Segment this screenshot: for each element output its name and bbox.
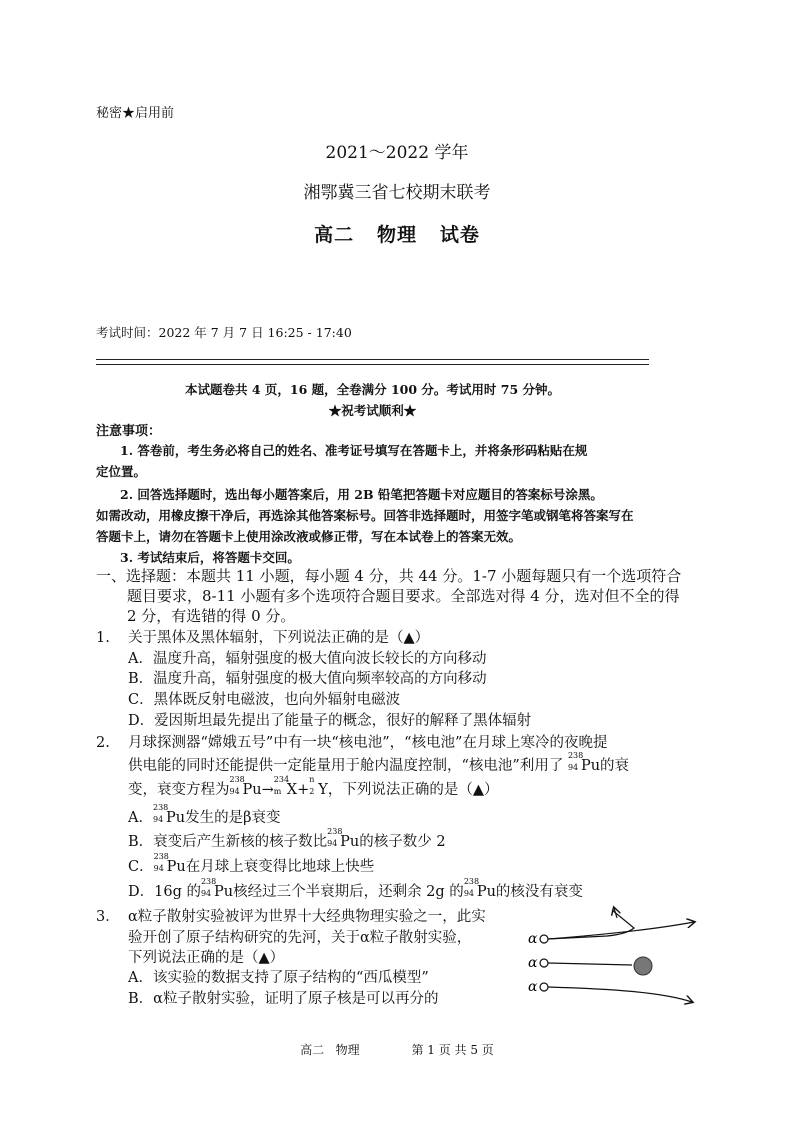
stem-text-end: 的衰 [600,758,630,774]
section-line-1: 一、选择题：本题共 11 小题，每小题 4 分，共 44 分。1-7 小题每题只有一个选项符合 [96,567,682,585]
stem-text: 供电能的同时还能提供一定能量用于舱内温度控制，“核电池”利用了 [128,758,564,774]
option-d: D．16g 的 238 94 Pu核经过三个半衰期后，还剩余 2g 的 238 94 Pu的核没有衰变 [128,877,583,900]
question-number: 3． [96,909,120,925]
option-c: C． 238 94 Pu在月球上衰变得比地球上快些 [128,852,375,875]
nuclide-x: 234 m X [273,775,298,798]
note-2-cont: 如需改动，用橡皮擦干净后，再选涂其他答案标号。回答非选择题时，用签字笔或钢笔将答案写在 [96,508,634,523]
note-2-cont2: 答题卡上，请勿在答题卡上使用涂改液或修正带，写在本试卷上的答案无效。 [96,529,522,544]
question-stem-line-2: 验开创了原子结构研究的先河，关于α粒子散射实验， [128,930,472,946]
particle-3 [540,983,548,991]
nuclide-pu: 238 94 Pu [567,751,601,774]
option-b: B．温度升高，辐射强度的极大值向频率较高的方向移动 [128,671,487,687]
question-stem-line-1: α粒子散射实验被评为世界十大经典物理实验之一，此实 [128,909,486,925]
option-a: A． 238 94 Pu发生的是β衰变 [128,803,281,826]
nuclide-y: n 2 Y [309,775,328,798]
nuclide-pu: 238 94 Pu [229,775,262,798]
notes-title: 注意事项： [96,424,162,439]
nucleus [634,957,652,975]
note-1-cont: 定位置。 [96,464,147,479]
question-stem-line-3 [128,775,706,800]
trajectory-head-on [548,963,632,965]
paper-title: 高二 物理 试卷 [314,224,480,246]
option-c: C．黑体既反射电磁波，也向外辐射电磁波 [128,692,401,708]
paper-summary: 本试题卷共 4 页，16 题，全卷满分 100 分。考试用时 75 分钟。 [184,382,561,397]
question-stem-line-1: 月球探测器“嫦娥五号”中有一块“核电池”，“核电池”在月球上寒冷的夜晚提 [128,735,608,751]
section-line-3: 2 分，有选错的得 0 分。 [127,607,296,625]
section-line-2: 题目要求，8-11 小题有多个选项符合题目要求。全部选对得 4 分，选对但不全的得 [127,587,680,605]
question-number: 1. [96,630,110,646]
question-number: 2. [96,735,110,751]
note-3: 3. 考试结束后，将答题卡交回。 [120,550,300,565]
page-footer [0,1041,794,1058]
particle-2 [540,959,548,967]
arrow: → [261,782,274,798]
alpha-label-1: α [528,931,538,947]
footer-subject: 高二 物理 [300,1043,360,1057]
option-b: B．α粒子散射实验，证明了原子核是可以再分的 [128,991,439,1007]
option-a: A．温度升高，辐射强度的极大值向波长较长的方向移动 [128,651,487,667]
question-stem: 关于黑体及黑体辐射，下列说法正确的是（▲） [128,630,430,646]
alpha-label-2: α [528,955,538,971]
trajectory-back-scatter [548,910,634,939]
alpha-label-3: α [528,979,538,995]
confidential-mark: 秘密★启用前 [96,106,175,121]
plus: + [297,782,310,798]
particle-1 [540,935,548,943]
stem-text: ，下列说法正确的是（▲） [327,782,499,798]
trajectory-deflected-top [548,922,694,939]
exam-time: 考试时间：2022 年 7 月 7 日 16:25 - 17:40 [96,325,352,340]
option-b: B．衰变后产生新核的核子数比 238 94 Pu的核子数少 2 [128,827,446,850]
stem-text: 变，衰变方程为 [128,782,230,798]
note-2: 2. 回答选择题时，选出每小题答案后，用 2B 铅笔把答题卡对应题目的答案标号涂黑。 [120,487,603,502]
section-1-instructions [96,566,706,626]
academic-year: 2021～2022 学年 [325,143,469,163]
exam-name: 湘鄂冀三省七校期末联考 [303,183,491,203]
good-luck-line: ★祝考试顺利★ [328,403,417,418]
option-a: A．该实验的数据支持了原子结构的“西瓜模型” [128,970,429,986]
footer-page: 第 1 页 共 5 页 [411,1043,494,1057]
note-1: 1. 答卷前，考生务必将自己的姓名、准考证号填写在答题卡上，并将条形码粘贴在规 [120,443,588,458]
option-d: D．爱因斯坦最先提出了能量子的概念，很好的解释了黑体辐射 [128,713,532,729]
double-divider [96,359,649,365]
question-stem-line-3: 下列说法正确的是（▲） [128,950,285,966]
alpha-scattering-diagram [522,904,702,1009]
trajectory-deflected-bottom [548,987,692,1002]
question-stem-line-2 [128,751,706,776]
